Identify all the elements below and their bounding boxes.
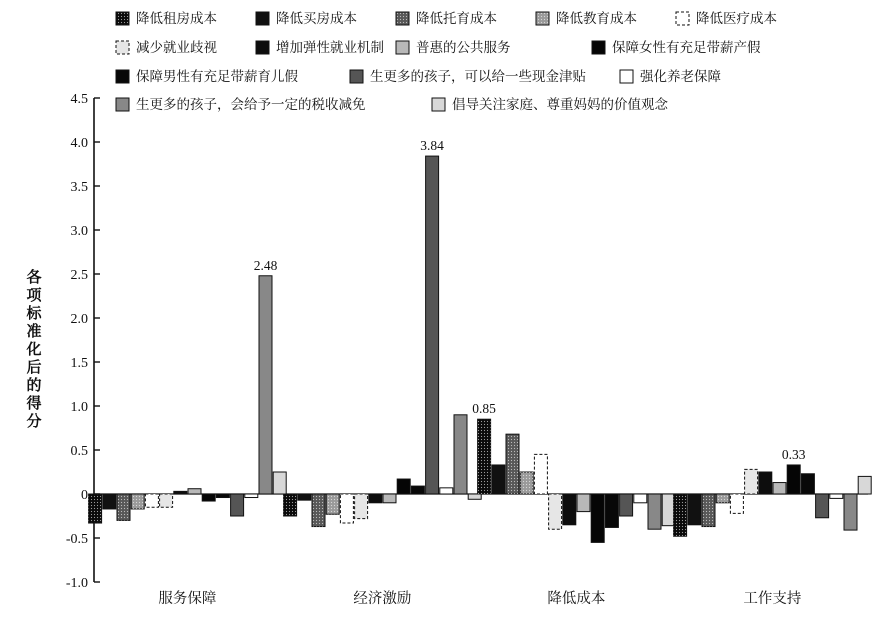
bar-5-4 (730, 494, 743, 513)
legend-label: 增加弹性就业机制 (276, 40, 384, 56)
bars (89, 156, 872, 542)
y-tick-label: 2.0 (70, 312, 88, 327)
bar-12-1 (245, 494, 258, 498)
bar-13-2 (454, 415, 467, 494)
x-axis-categories (158, 590, 801, 607)
bar-6-1 (160, 494, 173, 507)
bar-7-4 (759, 472, 772, 494)
y-tick-label: 1.5 (70, 356, 88, 371)
legend-swatch (116, 41, 129, 54)
bar-10-2 (411, 486, 424, 494)
legend-swatch (396, 41, 409, 54)
bar-texture (674, 494, 687, 536)
bar-6-4 (745, 469, 758, 494)
legend-swatch (256, 12, 269, 25)
x-category-label: 降低成本 (547, 591, 606, 607)
bar-8-3 (577, 494, 590, 512)
bar-8-1 (188, 489, 201, 494)
legend-label: 降低教育成本 (556, 11, 637, 27)
bar-14-1 (273, 472, 286, 494)
legend-swatch (620, 70, 633, 83)
y-tick-label: 0 (81, 488, 88, 503)
bar-6-2 (355, 494, 368, 519)
data-label: 3.84 (420, 138, 444, 154)
legend-swatch (116, 98, 129, 111)
bar-2-3 (492, 465, 505, 494)
bar-10-1 (216, 494, 229, 498)
bar-11-3 (620, 494, 633, 516)
legend-swatch-texture (396, 12, 409, 25)
legend-swatch (350, 70, 363, 83)
bar-2-1 (103, 494, 116, 509)
bar-9-2 (397, 479, 410, 494)
legend-label: 降低托育成本 (416, 11, 497, 27)
legend-label: 倡导关注家庭、尊重妈妈的价值观念 (452, 97, 668, 113)
bar-12-3 (634, 494, 647, 503)
bar-texture (520, 472, 533, 494)
y-tick-label: 1.0 (70, 400, 88, 415)
bar-2-2 (298, 494, 311, 500)
bar-14-2 (468, 494, 481, 499)
bar-6-3 (549, 494, 562, 529)
legend-swatch (432, 98, 445, 111)
legend-label: 生更多的孩子，会给予一定的税收减免 (136, 97, 366, 113)
y-tick-label: 3.0 (70, 224, 88, 239)
y-tick-label: 2.5 (70, 268, 88, 283)
bar-texture (326, 494, 339, 514)
y-axis-label (25, 268, 42, 430)
bar-texture (117, 494, 130, 520)
bar-texture (131, 494, 144, 509)
legend-label: 普惠的公共服务 (416, 40, 511, 56)
bar-7-1 (174, 491, 187, 494)
y-tick-label: 3.5 (70, 180, 88, 195)
bar-2-4 (688, 494, 701, 525)
data-label: 0.33 (781, 446, 806, 462)
legend-swatch-texture (536, 12, 549, 25)
bar-8-2 (383, 494, 396, 503)
bar-texture (89, 494, 102, 523)
legend-swatch (592, 41, 605, 54)
bar-texture (702, 494, 715, 527)
y-axis (66, 92, 868, 591)
legend-label: 减少就业歧视 (136, 40, 217, 56)
legend-label: 保障男性有充足带薪育儿假 (136, 69, 298, 85)
data-labels (254, 138, 806, 462)
legend-swatch (676, 12, 689, 25)
bar-13-4 (844, 494, 857, 530)
y-tick-label: 4.0 (70, 136, 88, 151)
bar-10-4 (801, 474, 814, 494)
y-axis-label-text: 各项标准化后的得分 (26, 268, 42, 430)
bar-13-1 (259, 276, 272, 494)
bar-texture (716, 494, 729, 503)
legend-label: 强化养老保障 (640, 69, 721, 85)
bar-texture (312, 494, 325, 527)
bar-11-2 (426, 156, 439, 494)
bar-9-4 (787, 465, 800, 494)
data-label: 2.48 (253, 257, 278, 273)
x-category-label: 服务保障 (158, 591, 217, 607)
legend (116, 10, 777, 113)
legend-swatch (256, 41, 269, 54)
bar-12-4 (830, 494, 843, 498)
bar-11-4 (816, 494, 829, 518)
bar-10-3 (605, 494, 618, 527)
data-label: 0.85 (472, 401, 496, 417)
legend-label: 生更多的孩子，可以给一些现金津贴 (370, 69, 586, 85)
legend-label: 降低租房成本 (136, 11, 217, 27)
bar-11-1 (231, 494, 244, 516)
bar-5-2 (340, 494, 353, 523)
x-category-label: 经济激励 (353, 591, 412, 607)
y-tick-label: -1.0 (65, 576, 88, 591)
bar-13-3 (648, 494, 661, 529)
bar-5-3 (534, 454, 547, 494)
bar-8-4 (773, 483, 786, 494)
bar-texture (506, 434, 519, 494)
bar-texture (478, 419, 491, 494)
bar-9-3 (591, 494, 604, 542)
legend-swatch (116, 70, 129, 83)
bar-14-4 (858, 476, 871, 494)
x-category-label: 工作支持 (743, 591, 802, 607)
bar-5-1 (145, 494, 158, 507)
bar-7-3 (563, 494, 576, 525)
bar-12-2 (440, 488, 453, 494)
y-tick-label: 4.5 (70, 92, 88, 107)
bar-7-2 (369, 494, 382, 503)
y-tick-label: 0.5 (70, 444, 88, 459)
legend-swatch-texture (116, 12, 129, 25)
bar-texture (284, 494, 297, 516)
legend-label: 保障女性有充足带薪产假 (612, 40, 761, 56)
bar-9-1 (202, 494, 215, 501)
y-tick-label: -0.5 (65, 532, 88, 547)
legend-label: 降低买房成本 (276, 11, 357, 27)
legend-label: 降低医疗成本 (696, 11, 777, 27)
